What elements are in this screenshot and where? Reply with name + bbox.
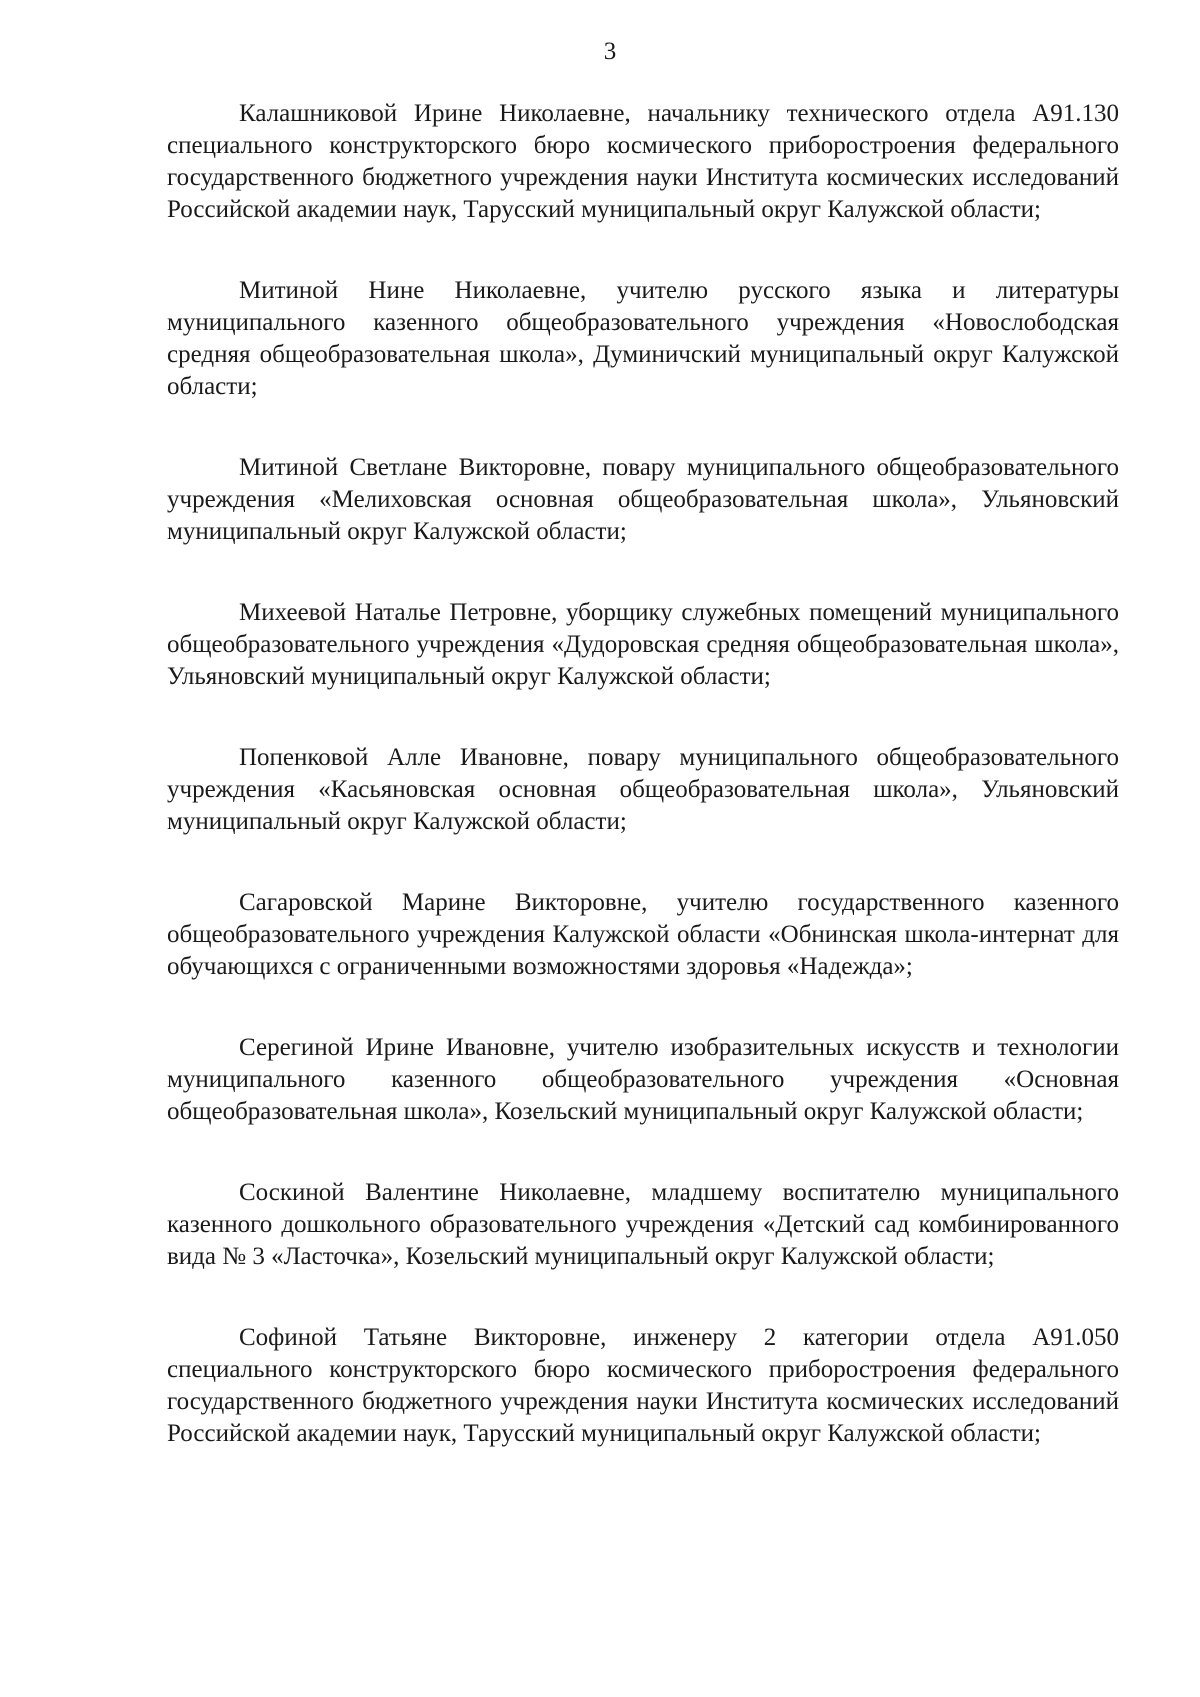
list-item: Сагаровской Марине Викторовне, учителю государственного казенного общеобразовательного учреждения Калужской области «Обнинская школа-интернат для обучающихся с ограниченными возможностями здоровья «Надежда»;	[167, 889, 1119, 980]
list-item: Митиной Светлане Викторовне, повару муниципального общеобразовательного учреждения «Мелиховская основная общеобразовательная школа», Ульяновский муниципальный округ Калужской области;	[167, 454, 1119, 545]
list-item: Калашниковой Ирине Николаевне, начальнику технического отдела А91.130 специального конструкторского бюро космического приборостроения федерального государственного бюджетного учреждения науки Института космических исследований Российской академии наук, Тарусский муниципальный округ Калужской области;	[167, 100, 1119, 223]
list-item: Серегиной Ирине Ивановне, учителю изобразительных искусств и технологии муниципального казенного общеобразовательного учреждения «Основная общеобразовательная школа», Козельский муниципальный округ Калужской области;	[167, 1034, 1119, 1125]
list-item: Попенковой Алле Ивановне, повару муниципального общеобразовательного учреждения «Касьяновская основная общеобразовательная школа», Ульяновский муниципальный округ Калужской области;	[167, 744, 1119, 835]
list-item: Михеевой Наталье Петровне, уборщику служебных помещений муниципального общеобразовательного учреждения «Дудоровская средняя общеобразовательная школа», Ульяновский муниципальный округ Калужской области;	[167, 599, 1119, 690]
list-item: Соскиной Валентине Николаевне, младшему воспитателю муниципального казенного дошкольного образовательного учреждения «Детский сад комбинированного вида № 3 «Ласточка», Козельский муниципальный округ Калужской области;	[167, 1179, 1119, 1270]
list-item: Софиной Татьяне Викторовне, инженеру 2 категории отдела А91.050 специального конструкторского бюро космического приборостроения федерального государственного бюджетного учреждения науки Института космических исследований Российской академии наук, Тарусский муниципальный округ Калужской области;	[167, 1324, 1119, 1447]
list-item: Митиной Нине Николаевне, учителю русского языка и литературы муниципального казенного общеобразовательного учреждения «Новослободская средняя общеобразовательная школа», Думиничский муниципальный округ Калужской области;	[167, 277, 1119, 400]
award-list	[167, 98, 1119, 1499]
page-number: 3	[603, 38, 617, 65]
